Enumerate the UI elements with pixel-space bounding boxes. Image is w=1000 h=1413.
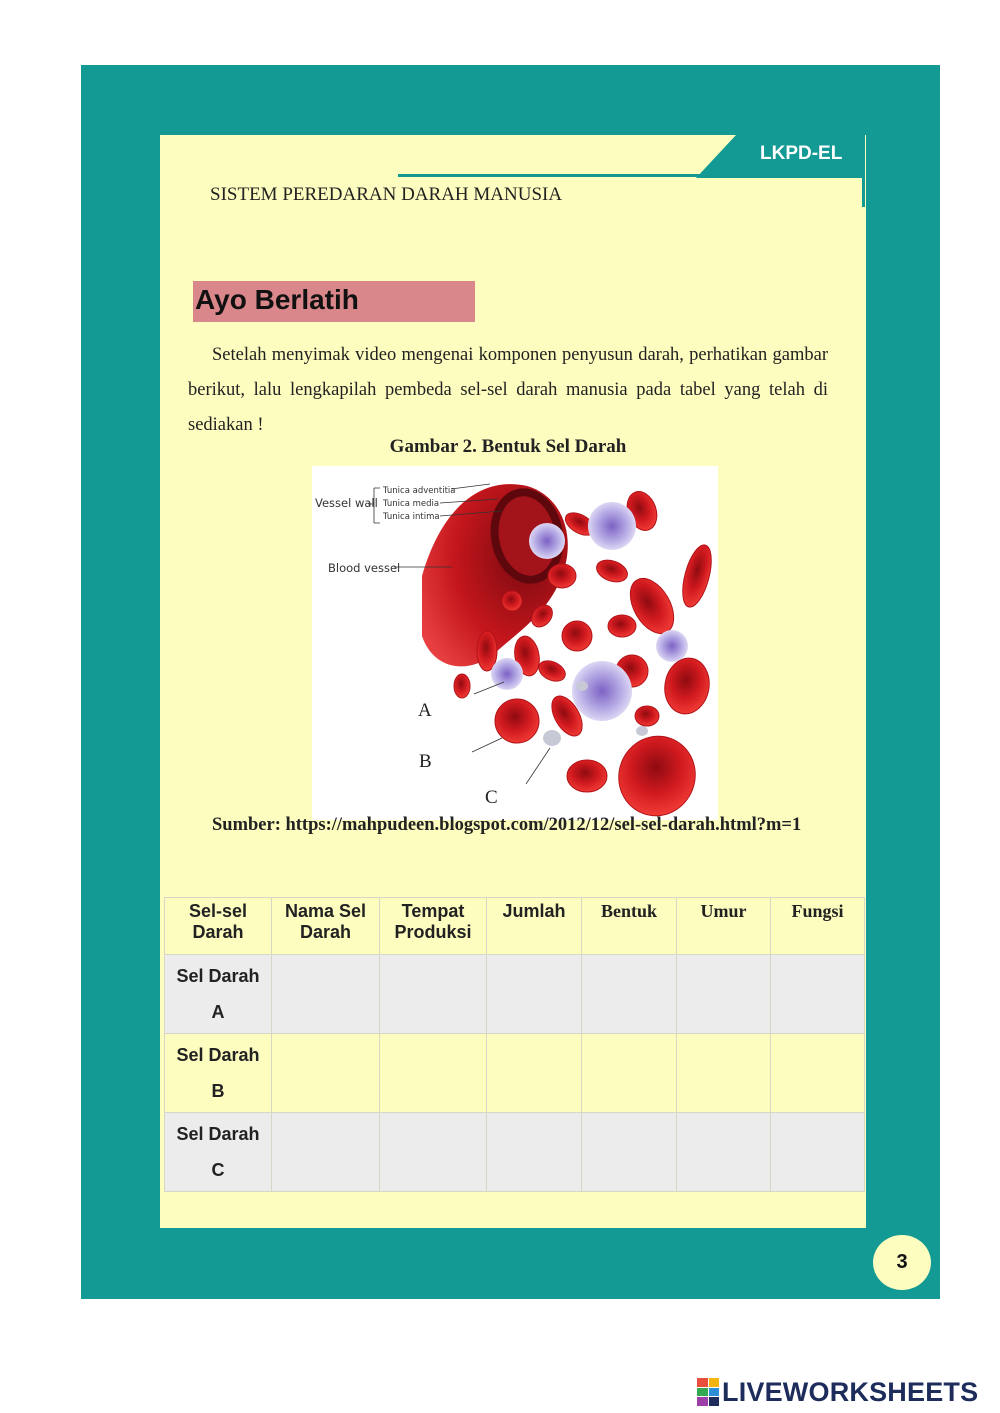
figure-caption: Gambar 2. Bentuk Sel Darah bbox=[389, 436, 627, 457]
answer-cell-b-fungsi[interactable] bbox=[771, 1034, 865, 1113]
liveworksheets-logo bbox=[697, 1376, 978, 1408]
header-fungsi: Fungsi bbox=[771, 898, 865, 955]
header-umur: Umur bbox=[677, 898, 771, 955]
table-row-c bbox=[165, 1113, 865, 1192]
page-number: 3 bbox=[873, 1235, 931, 1290]
figure-source: Sumber: https://mahpudeen.blogspot.com/2012/12/sel-sel-darah.html?m=1 bbox=[212, 815, 802, 835]
table-row-b bbox=[165, 1034, 865, 1113]
row-label-b: Sel Darah B bbox=[165, 1034, 272, 1113]
section-title: Ayo Berlatih bbox=[195, 284, 359, 315]
figure-label-b: B bbox=[419, 751, 432, 772]
answer-cell-a-fungsi[interactable] bbox=[771, 955, 865, 1034]
answer-cell-c-jumlah[interactable] bbox=[487, 1113, 582, 1192]
answer-cell-a-tempat[interactable] bbox=[380, 955, 487, 1034]
document-title: SISTEM PEREDARAN DARAH MANUSIA bbox=[210, 184, 563, 205]
header-tab-label: LKPD-EL bbox=[760, 143, 843, 164]
answer-cell-b-umur[interactable] bbox=[677, 1034, 771, 1113]
header-jumlah: Jumlah bbox=[487, 898, 582, 955]
header-edge bbox=[862, 135, 865, 207]
tunica-adventitia-label: Tunica adventitia bbox=[383, 486, 456, 496]
answer-cell-c-nama[interactable] bbox=[272, 1113, 380, 1192]
intro-paragraph: Setelah menyimak video mengenai komponen penyusun darah, perhatikan gambar berikut, lalu lengkapilah pembeda sel-sel darah manusia pada tabel yang telah di sediakan ! bbox=[188, 345, 828, 435]
answer-cell-c-tempat[interactable] bbox=[380, 1113, 487, 1192]
vessel-wall-label: Vessel wall bbox=[315, 496, 378, 510]
answer-cell-b-nama[interactable] bbox=[272, 1034, 380, 1113]
header-tempat-produksi: Tempat Produksi bbox=[380, 898, 487, 955]
answer-cell-a-bentuk[interactable] bbox=[582, 955, 677, 1034]
liveworksheets-logo-icon bbox=[697, 1378, 719, 1406]
answer-cell-c-umur[interactable] bbox=[677, 1113, 771, 1192]
figure-label-a: A bbox=[418, 700, 432, 721]
figure-label-c: C bbox=[485, 787, 498, 808]
row-label-a: Sel Darah A bbox=[165, 955, 272, 1034]
table-row-a bbox=[165, 955, 865, 1034]
answer-cell-a-nama[interactable] bbox=[272, 955, 380, 1034]
row-label-c: Sel Darah C bbox=[165, 1113, 272, 1192]
header-bentuk: Bentuk bbox=[582, 898, 677, 955]
answer-cell-a-umur[interactable] bbox=[677, 955, 771, 1034]
blood-vessel-label: Blood vessel bbox=[328, 561, 401, 575]
blood-cells-figure bbox=[312, 466, 718, 820]
tunica-media-label: Tunica media bbox=[383, 499, 440, 509]
answer-cell-c-fungsi[interactable] bbox=[771, 1113, 865, 1192]
answer-cell-c-bentuk[interactable] bbox=[582, 1113, 677, 1192]
answer-cell-b-jumlah[interactable] bbox=[487, 1034, 582, 1113]
liveworksheets-wordmark: LIVEWORKSHEETS bbox=[722, 1376, 979, 1407]
tunica-intima-label: Tunica intima bbox=[383, 512, 440, 522]
answer-cell-b-bentuk[interactable] bbox=[582, 1034, 677, 1113]
blood-cell-comparison-table bbox=[164, 897, 865, 1192]
header-nama-sel-darah: Nama Sel Darah bbox=[272, 898, 380, 955]
header-sel-sel-darah: Sel-sel Darah bbox=[165, 898, 272, 955]
answer-cell-b-tempat[interactable] bbox=[380, 1034, 487, 1113]
answer-cell-a-jumlah[interactable] bbox=[487, 955, 582, 1034]
header-rule bbox=[398, 174, 728, 177]
